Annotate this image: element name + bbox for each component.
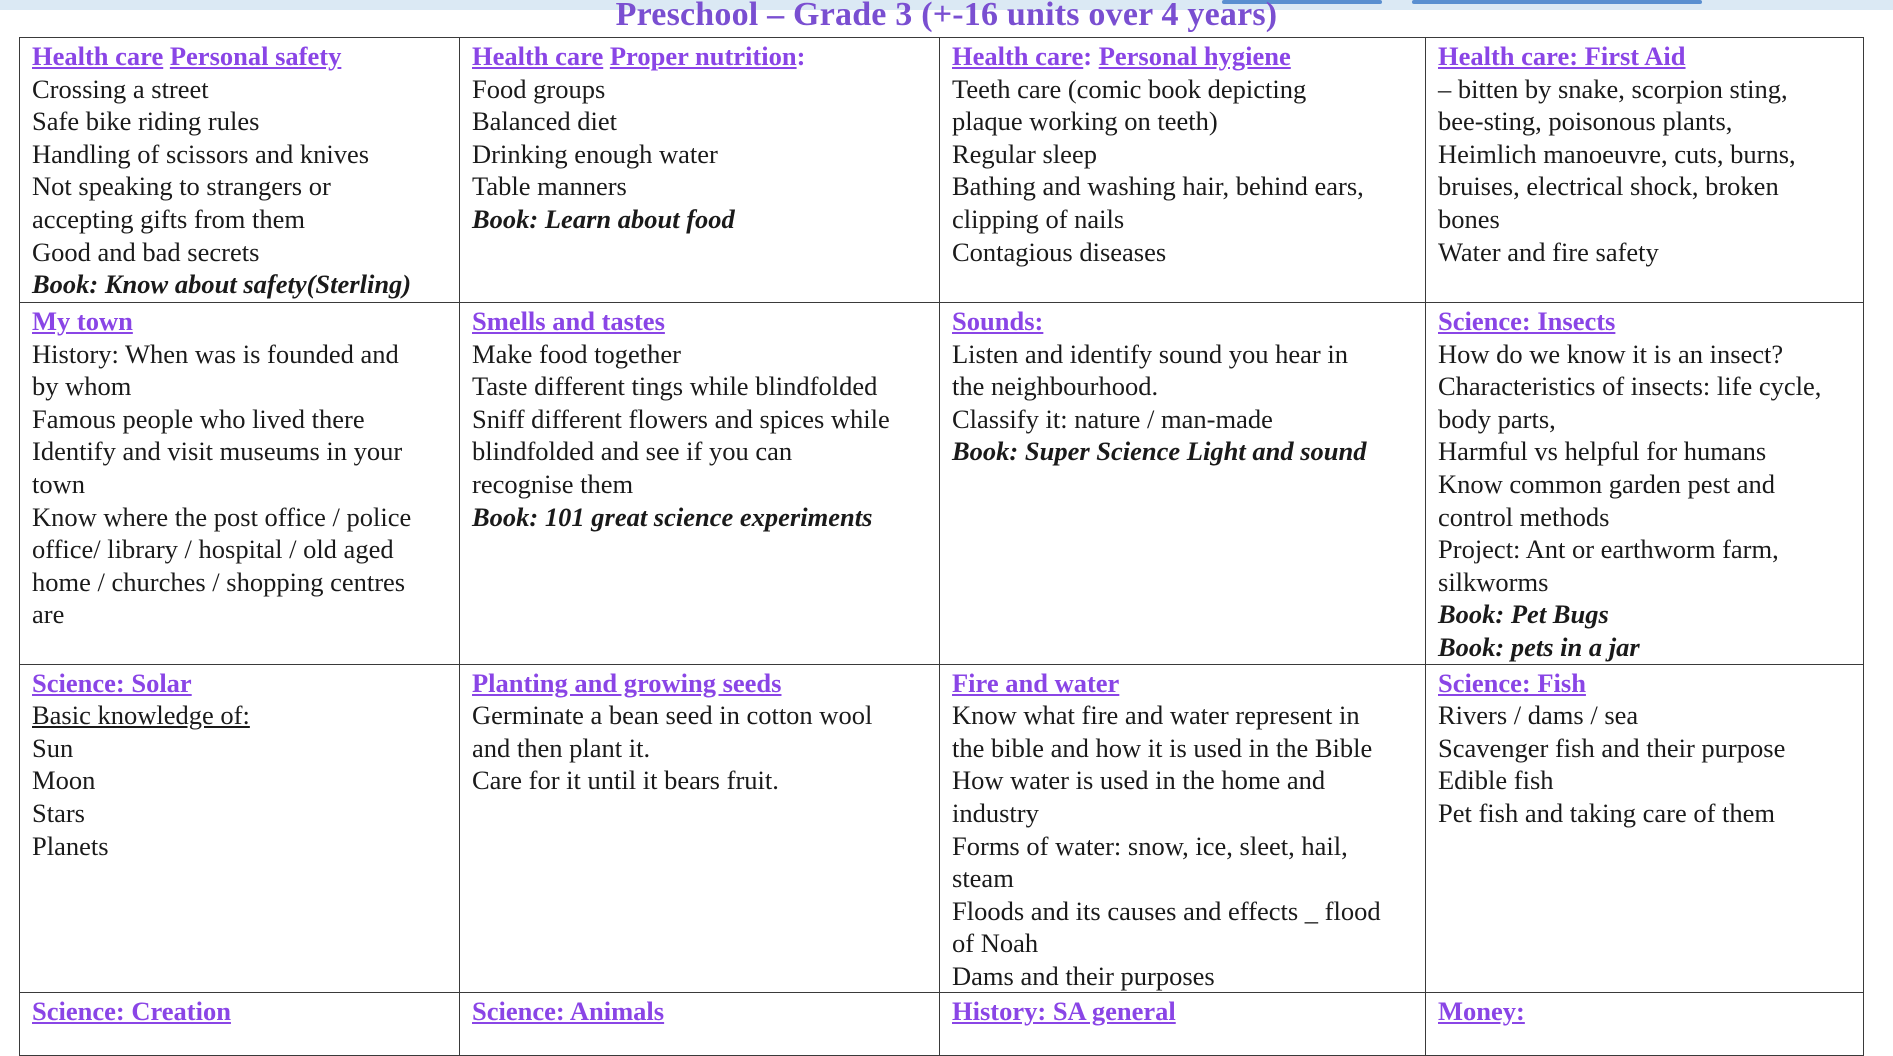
cell-line: Crossing a street: [32, 73, 209, 104]
cell-heading: My town: [32, 306, 133, 336]
table-cell: [20, 993, 460, 1056]
cell-line: steam: [952, 863, 1014, 894]
cell-line: Not speaking to strangers or: [32, 171, 331, 202]
cell-line: town: [32, 468, 85, 499]
table-cell: [460, 303, 940, 665]
cell-line: office/ library / hospital / old aged: [32, 534, 394, 565]
cell-subheading: Basic knowledge of:: [32, 700, 250, 731]
cell-line: Good and bad secrets: [32, 236, 260, 267]
curriculum-table: [19, 37, 1864, 1056]
cell-line: industry: [952, 797, 1039, 828]
cell-heading: Health care: First Aid: [1438, 41, 1686, 71]
cell-line: plaque working on teeth): [952, 106, 1218, 137]
cell-line: Taste different tings while blindfolded: [472, 371, 878, 402]
cell-line: clipping of nails: [952, 203, 1125, 234]
cell-line: Water and fire safety: [1438, 236, 1659, 267]
cell-line: Famous people who lived there: [32, 403, 365, 434]
cell-line: control methods: [1438, 501, 1610, 532]
cell-line: bee-sting, poisonous plants,: [1438, 106, 1733, 137]
cell-line: How water is used in the home and: [952, 765, 1326, 796]
cell-heading: Planting and growing seeds: [472, 667, 782, 698]
cell-line: Regular sleep: [952, 138, 1097, 169]
cell-line: Know where the post office / police: [32, 501, 412, 532]
cell-line: silkworms: [1438, 566, 1549, 597]
cell-line: Germinate a bean seed in cotton wool: [472, 700, 873, 731]
cell-heading: Sounds:: [952, 306, 1044, 336]
document-title: Preschool – Grade 3 (+-16 units over 4 years): [615, 0, 1278, 33]
table-cell: [1426, 38, 1864, 303]
cell-line: home / churches / shopping centres: [32, 566, 406, 597]
cell-heading: Science: Animals: [472, 996, 665, 1027]
cell-heading: Science: Insects: [1438, 306, 1616, 336]
cell-line: Floods and its causes and effects _ flood: [952, 895, 1381, 926]
book-reference: Book: Know about safety(Sterling): [32, 269, 412, 300]
cell-line: Sniff different flowers and spices while: [472, 403, 890, 434]
cell-line: Rivers / dams / sea: [1438, 700, 1639, 731]
cell-line: bruises, electrical shock, broken: [1438, 171, 1779, 202]
cell-line: by whom: [32, 371, 132, 402]
cell-heading: Science: Fish: [1438, 667, 1586, 698]
cell-line: Edible fish: [1438, 765, 1554, 796]
cell-line: of Noah: [952, 928, 1039, 959]
table-row: [20, 38, 1864, 303]
cell-line: Dams and their purposes: [952, 960, 1215, 991]
book-reference: Book: Learn about food: [472, 203, 735, 234]
table-cell: [1426, 303, 1864, 665]
table-row: [20, 303, 1864, 665]
cell-heading: Science: Solar: [32, 667, 192, 698]
table-cell: [1426, 993, 1864, 1056]
cell-line: Know common garden pest and: [1438, 468, 1776, 499]
table-cell: [460, 993, 940, 1056]
cell-line: Know what fire and water represent in: [952, 700, 1360, 731]
cell-line: Planets: [32, 830, 109, 861]
cell-heading: Science: Creation: [32, 996, 231, 1027]
cell-line: Forms of water: snow, ice, sleet, hail,: [952, 830, 1348, 861]
cell-line: are: [32, 599, 65, 630]
cell-line: Sun: [32, 732, 74, 763]
table-cell: [1426, 664, 1864, 993]
book-reference: Book: Super Science Light and sound: [952, 436, 1367, 467]
cell-line: Project: Ant or earthworm farm,: [1438, 534, 1779, 565]
cell-line: Contagious diseases: [952, 236, 1167, 267]
cell-line: body parts,: [1438, 403, 1556, 434]
cell-line: Care for it until it bears fruit.: [472, 765, 779, 796]
cell-heading: Health care Proper nutrition:: [472, 41, 806, 71]
cell-line: Identify and visit museums in your: [32, 436, 403, 467]
book-reference: Book: pets in a jar: [1438, 631, 1640, 662]
cell-line: the bible and how it is used in the Bible: [952, 732, 1373, 763]
table-cell: [940, 303, 1426, 665]
cell-heading: Smells and tastes: [472, 306, 665, 336]
cell-line: and then plant it.: [472, 732, 651, 763]
table-cell: [460, 664, 940, 993]
cell-line: recognise them: [472, 468, 634, 499]
table-cell: [20, 303, 460, 665]
cell-line: Handling of scissors and knives: [32, 138, 370, 169]
cell-line: Drinking enough water: [472, 138, 718, 169]
book-reference: Book: 101 great science experiments: [472, 501, 873, 532]
cell-heading: Health care Personal safety: [32, 41, 342, 71]
cell-line: How do we know it is an insect?: [1438, 338, 1784, 369]
cell-line: History: When was is founded and: [32, 338, 399, 369]
cell-heading: Health care: Personal hygiene: [952, 41, 1291, 71]
cell-line: accepting gifts from them: [32, 203, 306, 234]
cell-line: Heimlich manoeuvre, cuts, burns,: [1438, 138, 1796, 169]
cell-line: Scavenger fish and their purpose: [1438, 732, 1786, 763]
cell-line: Food groups: [472, 73, 606, 104]
cell-line: Make food together: [472, 338, 681, 369]
cell-line: the neighbourhood.: [952, 371, 1159, 402]
cell-line: Table manners: [472, 171, 627, 202]
cell-line: Safe bike riding rules: [32, 106, 260, 137]
cell-line: Stars: [32, 797, 85, 828]
cell-line: Listen and identify sound you hear in: [952, 338, 1348, 369]
table-cell: [940, 664, 1426, 993]
table-cell: [20, 38, 460, 303]
cell-line: Balanced diet: [472, 106, 617, 137]
cell-line: Harmful vs helpful for humans: [1438, 436, 1767, 467]
cell-line: Moon: [32, 765, 96, 796]
cell-heading: Money:: [1438, 996, 1525, 1027]
table-row: [20, 993, 1864, 1056]
cell-heading: Fire and water: [952, 667, 1120, 698]
cell-line: bones: [1438, 203, 1500, 234]
table-cell: [940, 38, 1426, 303]
book-reference: Book: Pet Bugs: [1438, 599, 1609, 630]
cell-line: Characteristics of insects: life cycle,: [1438, 371, 1822, 402]
table-cell: [20, 664, 460, 993]
cell-heading: History: SA general: [952, 996, 1176, 1027]
table-cell: [460, 38, 940, 303]
cell-line: Classify it: nature / man-made: [952, 403, 1273, 434]
table-cell: [940, 993, 1426, 1056]
cell-line: Teeth care (comic book depicting: [952, 73, 1307, 104]
table-row: [20, 664, 1864, 993]
cell-line: – bitten by snake, scorpion sting,: [1438, 73, 1788, 104]
cell-line: Pet fish and taking care of them: [1438, 797, 1776, 828]
cell-line: Bathing and washing hair, behind ears,: [952, 171, 1364, 202]
cell-line: blindfolded and see if you can: [472, 436, 793, 467]
